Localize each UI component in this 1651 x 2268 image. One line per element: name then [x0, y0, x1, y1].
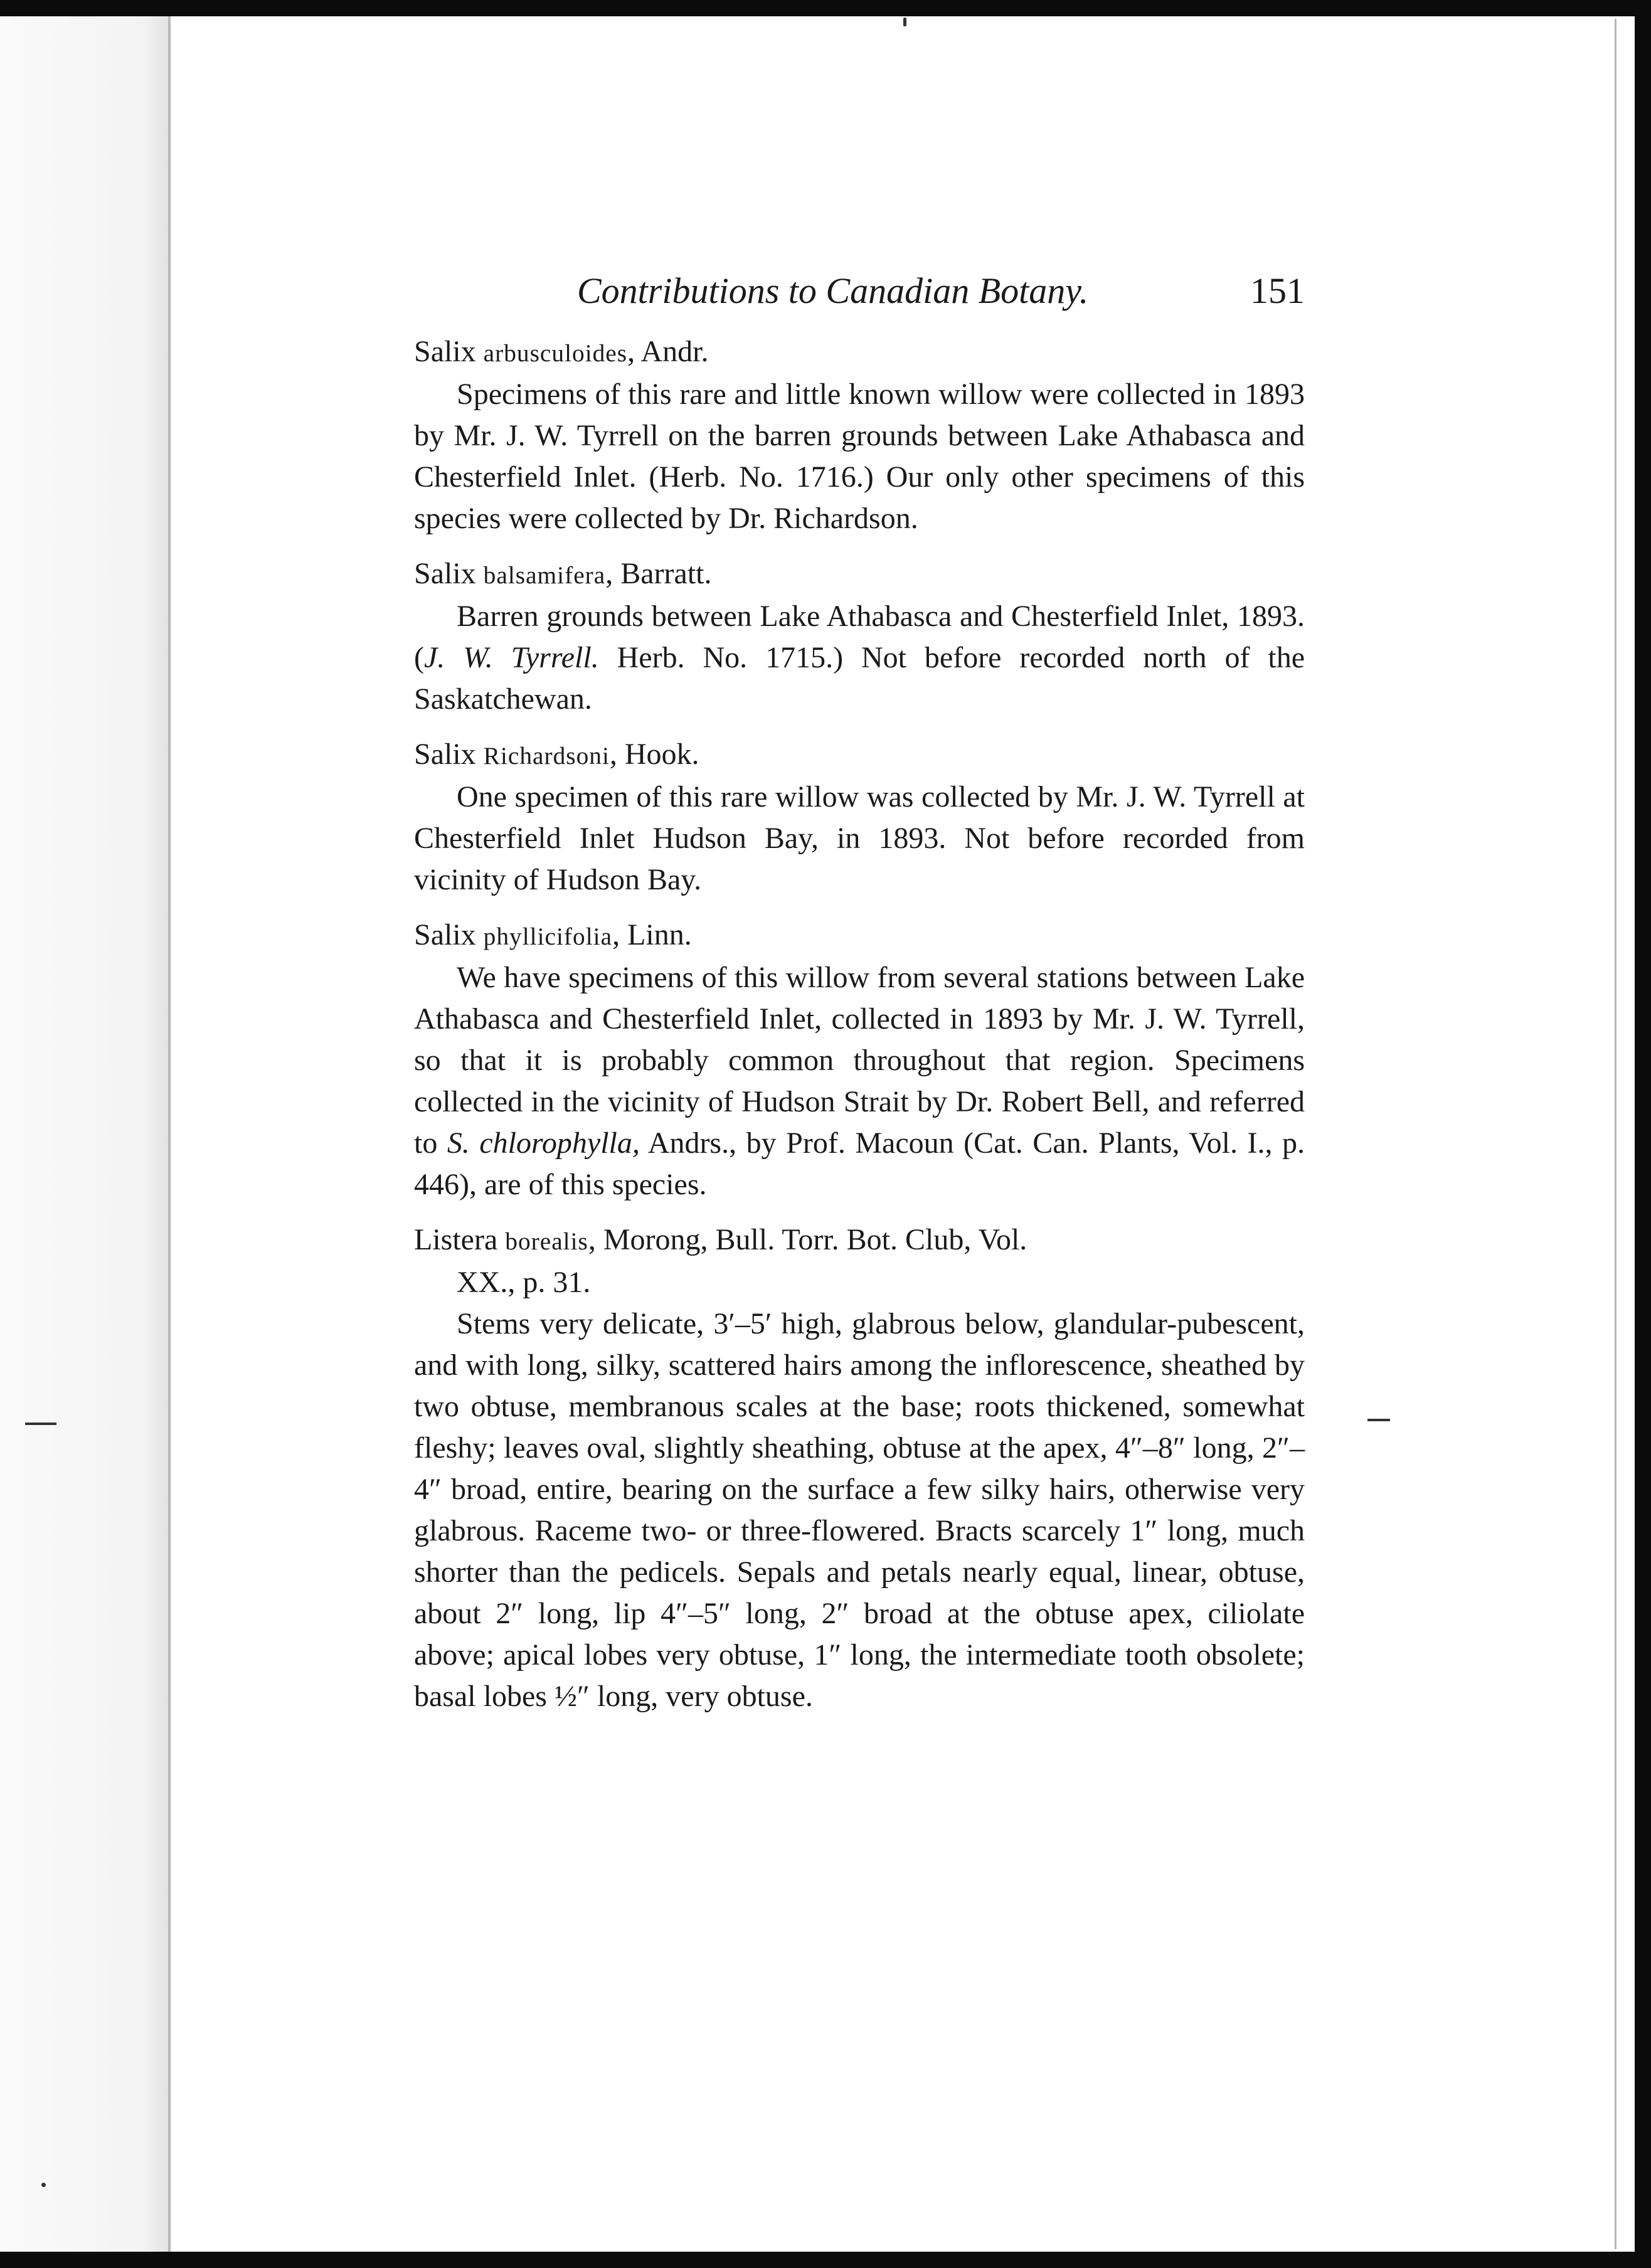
- species-name: arbusculoides: [483, 339, 628, 367]
- authority-continued: XX., p. 31.: [457, 1266, 591, 1299]
- entry-heading: [414, 553, 1305, 596]
- entry-listera-borealis: [414, 1219, 1305, 1717]
- genus-name: Listera: [414, 1223, 498, 1256]
- entry-heading: [414, 734, 1305, 776]
- genus-name: Salix: [414, 738, 476, 771]
- scan-speck: [41, 2183, 46, 2187]
- authority: , Barratt.: [605, 557, 712, 590]
- authority: , Linn.: [612, 918, 692, 951]
- entry-heading: [414, 1219, 1305, 1303]
- entry-heading: [414, 914, 1305, 957]
- scan-mark: [25, 1423, 56, 1425]
- running-title: Contributions to Canadian Botany.: [577, 270, 1089, 311]
- entry-heading: [414, 331, 1305, 374]
- species-reference: S. chlorophylla,: [447, 1126, 640, 1160]
- genus-name: Salix: [414, 918, 476, 951]
- entry-body: Stems very delicate, 3′–5′ high, glabrous below, glandular-pubescent, and with long, silky, scattered hairs among the inflorescence, sheathed by two obtuse, membranous scales at the base; roots thickened, somewhat fleshy; leaves oval, slightly sheathing, obtuse at the apex, 4″–8″ long, 2″–4″ broad, entire, bearing on the surface a few silky hairs, otherwise very glabrous. Raceme two- or three-flowered. Bracts scarcely 1″ long, much shorter than the pedicels. Sepals and petals nearly equal, linear, obtuse, about 2″ long, lip 4″–5″ long, 2″ broad at the obtuse apex, ciliolate above; apical lobes very obtuse, 1″ long, the intermediate tooth obsolete; basal lobes ½″ long, very obtuse.: [414, 1307, 1305, 1713]
- entry-salix-arbusculoides: [414, 331, 1305, 539]
- authority: , Andr.: [627, 335, 709, 368]
- entry-body: [414, 596, 1305, 720]
- entry-body: [414, 957, 1305, 1206]
- scan-mark: [1367, 1419, 1390, 1421]
- page-edge-line: [1615, 19, 1616, 2249]
- authority: , Hook.: [609, 738, 699, 771]
- genus-name: Salix: [414, 335, 476, 368]
- species-name: Richardsoni: [483, 742, 610, 770]
- scan-border-right: [1635, 0, 1651, 2268]
- species-name: borealis: [505, 1227, 588, 1255]
- scan-border-top: [0, 0, 1651, 16]
- species-name: phyllicifolia: [483, 923, 613, 950]
- gutter-fold-line: [168, 16, 171, 2252]
- entry-salix-richardsoni: [414, 734, 1305, 901]
- running-head: [414, 270, 1305, 314]
- scan-speck: [903, 18, 906, 26]
- genus-name: Salix: [414, 557, 476, 590]
- entry-salix-balsamifera: [414, 553, 1305, 720]
- authority: , Morong, Bull. Torr. Bot. Club, Vol.: [588, 1223, 1027, 1256]
- species-name: balsamifera: [483, 561, 606, 589]
- body-text: We have specimens of this willow from several stations between Lake Athabasca and Chesterfield Inlet, collected in 1893 by Mr. J. W. Tyrrell, so that it is probably common throughout that region. Specimens collected in the vicinity of Hudson Strait by Dr. Robert Bell, and referred to: [414, 961, 1305, 1160]
- page-content: [414, 270, 1305, 1717]
- page-number: 151: [1250, 270, 1305, 311]
- page-gutter: [0, 16, 169, 2252]
- entry-body: Specimens of this rare and little known willow were collected in 1893 by Mr. J. W. Tyrrell on the barren grounds between Lake Athabasca and Chesterfield Inlet. (Herb. No. 1716.) Our only other specimens of this species were collected by Dr. Richardson.: [414, 378, 1305, 535]
- body-text: Andrs., by Prof. Macoun (Cat. Can. Plants, Vol. I., p. 446), are of this species.: [414, 1126, 1305, 1201]
- body-text: Barren grounds between Lake Athabasca and Chesterfield Inlet, 1893. (: [414, 600, 1305, 674]
- entry-salix-phyllicifolia: [414, 914, 1305, 1206]
- body-text: Herb. No. 1715.) Not before recorded north of the Saskatchewan.: [414, 641, 1305, 716]
- entry-body: One specimen of this rare willow was collected by Mr. J. W. Tyrrell at Chesterfield Inlet Hudson Bay, in 1893. Not before recorded from vicinity of Hudson Bay.: [414, 780, 1305, 896]
- collector-name: J. W. Tyrrell.: [423, 641, 599, 674]
- scan-border-bottom: [0, 2252, 1651, 2268]
